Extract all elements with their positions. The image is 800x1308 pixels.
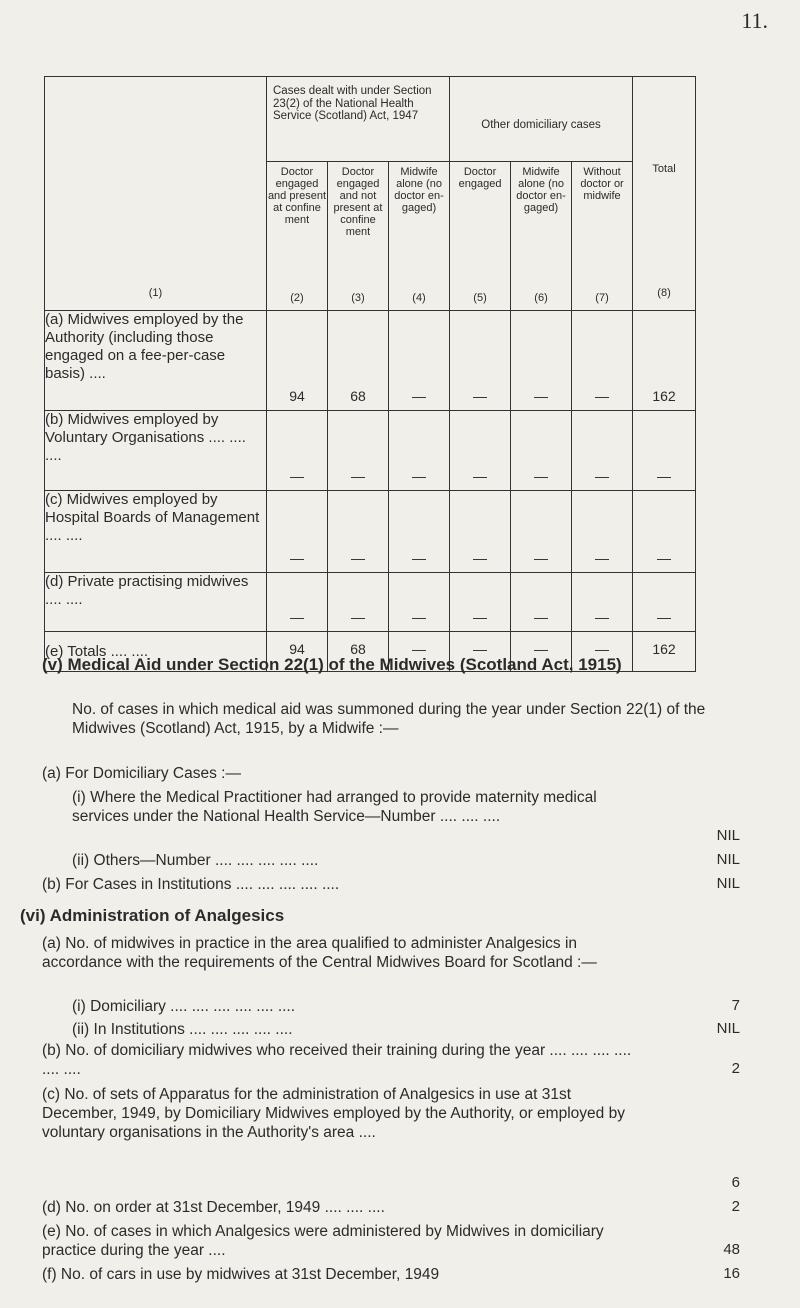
column-header-3: Doctor engaged and not present at confine ment (3) <box>328 162 389 311</box>
column-header-total: Total (8) <box>633 77 696 311</box>
table-cell: — <box>450 573 511 632</box>
section-v-a-ii-value: NIL <box>716 851 740 868</box>
section-vi-item-b: (b) No. of domiciliary midwives who received their training during the year .... .... .... .... .... .... <box>42 1042 632 1078</box>
table-cell: — <box>511 632 572 672</box>
row-label: (e) Totals .... .... <box>45 632 267 672</box>
column-header-7: Without doctor or midwife (7) <box>572 162 633 311</box>
section-vi-item-a-i: (i) Domiciliary .... .... .... .... .... .... <box>72 998 296 1015</box>
section-vi-item-f: (f) No. of cars in use by midwives at 31st December, 1949 <box>42 1266 440 1283</box>
table-cell: — <box>267 491 328 573</box>
section-v-intro: No. of cases in which medical aid was summoned during the year under Section 22(1) of the Midwives (Scotland) Act, 1915, by a Midwife :— <box>72 701 706 737</box>
table-cell: — <box>389 632 450 672</box>
table-cell: — <box>450 491 511 573</box>
table-cell: 94 <box>267 632 328 672</box>
section-vi-a-i-value: 7 <box>731 997 740 1014</box>
section-v-item-a-i: (i) Where the Medical Practitioner had arranged to provide maternity medical services under the National Health Service—Number .... .... .... <box>72 789 597 825</box>
table-cell: — <box>511 411 572 491</box>
table-cell: — <box>572 632 633 672</box>
section-v-b-value: NIL <box>716 875 740 892</box>
section-vi-item-d: (d) No. on order at 31st December, 1949 .... .... .... <box>42 1199 385 1216</box>
row-label: (c) Midwives employed by Hospital Boards of Management .... .... <box>45 491 267 573</box>
section-v-item-b: (b) For Cases in Institutions .... .... .... .... .... <box>42 876 340 893</box>
table-cell: — <box>633 491 696 573</box>
table-cell: — <box>267 411 328 491</box>
table-cell: 162 <box>633 311 696 411</box>
section-vi-heading: (vi) Administration of Analgesics <box>20 906 285 925</box>
table-cell: — <box>450 632 511 672</box>
midwifery-cases-table <box>44 76 696 672</box>
table-cell: — <box>389 411 450 491</box>
section-v-heading: (v) Medical Aid under Section 22(1) of the Midwives (Scotland Act, 1915) <box>42 655 622 674</box>
section-vi-item-c: (c) No. of sets of Apparatus for the administration of Analgesics in use at 31st December, 1949, by Domiciliary Midwives employed by the Authority, or employed by voluntary organisations in the Authority's area .... <box>42 1086 625 1141</box>
table-cell: — <box>511 491 572 573</box>
table-cell: — <box>511 311 572 411</box>
table-cell: — <box>633 411 696 491</box>
table-cell: — <box>389 311 450 411</box>
section-vi-b-value: 2 <box>731 1060 740 1077</box>
table-cell: — <box>450 311 511 411</box>
column-header-1: (1) <box>45 77 267 311</box>
table-cell: — <box>511 573 572 632</box>
column-header-6: Midwife alone (no doctor en- gaged) (6) <box>511 162 572 311</box>
table-row <box>45 573 696 632</box>
section-vi-item-e: (e) No. of cases in which Analgesics were administered by Midwives in domiciliary practice during the year .... <box>42 1223 604 1259</box>
group-header-section-23: Cases dealt with under Section 23(2) of the National Health Service (Scotland) Act, 1947 <box>267 77 450 162</box>
table-cell: — <box>389 491 450 573</box>
table-cell: 94 <box>267 311 328 411</box>
section-vi-a-ii-value: NIL <box>716 1020 740 1037</box>
section-v-a-i-value: NIL <box>716 827 740 844</box>
group-header-other-domiciliary: Other domiciliary cases <box>450 77 633 162</box>
table-cell: — <box>572 491 633 573</box>
table-cell: — <box>389 573 450 632</box>
section-v-item-a: (a) For Domiciliary Cases :— <box>42 765 241 782</box>
row-label: (a) Midwives employed by the Authority (including those engaged on a fee-per-case basis) .... <box>45 311 267 411</box>
section-vi-d-value: 2 <box>731 1198 740 1215</box>
section-vi-item-a-ii: (ii) In Institutions .... .... .... .... .... <box>72 1021 293 1038</box>
section-vi-item-a: (a) No. of midwives in practice in the area qualified to administer Analgesics in accordance with the requirements of the Central Midwives Board for Scotland :— <box>42 935 597 971</box>
table-cell: — <box>450 411 511 491</box>
table-cell: — <box>572 311 633 411</box>
table-cell: 68 <box>328 632 389 672</box>
column-header-2: Doctor engaged and present at confine ment (2) <box>267 162 328 311</box>
page-number: 11. <box>741 8 768 33</box>
table-cell: — <box>328 573 389 632</box>
table-cell: 68 <box>328 311 389 411</box>
table-cell: — <box>572 573 633 632</box>
table-cell: — <box>267 573 328 632</box>
section-vi-e-value: 48 <box>723 1241 740 1258</box>
table-group-header-row <box>45 77 696 162</box>
row-label: (d) Private practising midwives .... .... <box>45 573 267 632</box>
table-row <box>45 491 696 573</box>
column-header-5: Doctor engaged (5) <box>450 162 511 311</box>
table-cell: — <box>572 411 633 491</box>
table-cell: — <box>633 573 696 632</box>
column-header-4: Midwife alone (no doctor en- gaged) (4) <box>389 162 450 311</box>
table-cell: 162 <box>633 632 696 672</box>
table-cell: — <box>328 411 389 491</box>
table-row <box>45 311 696 411</box>
row-label: (b) Midwives employed by Voluntary Organisations .... .... .... <box>45 411 267 491</box>
section-vi-c-value: 6 <box>731 1174 740 1191</box>
section-vi-f-value: 16 <box>723 1265 740 1282</box>
section-v-item-a-ii: (ii) Others—Number .... .... .... .... .... <box>72 852 319 869</box>
table-row <box>45 411 696 491</box>
table-cell: — <box>328 491 389 573</box>
